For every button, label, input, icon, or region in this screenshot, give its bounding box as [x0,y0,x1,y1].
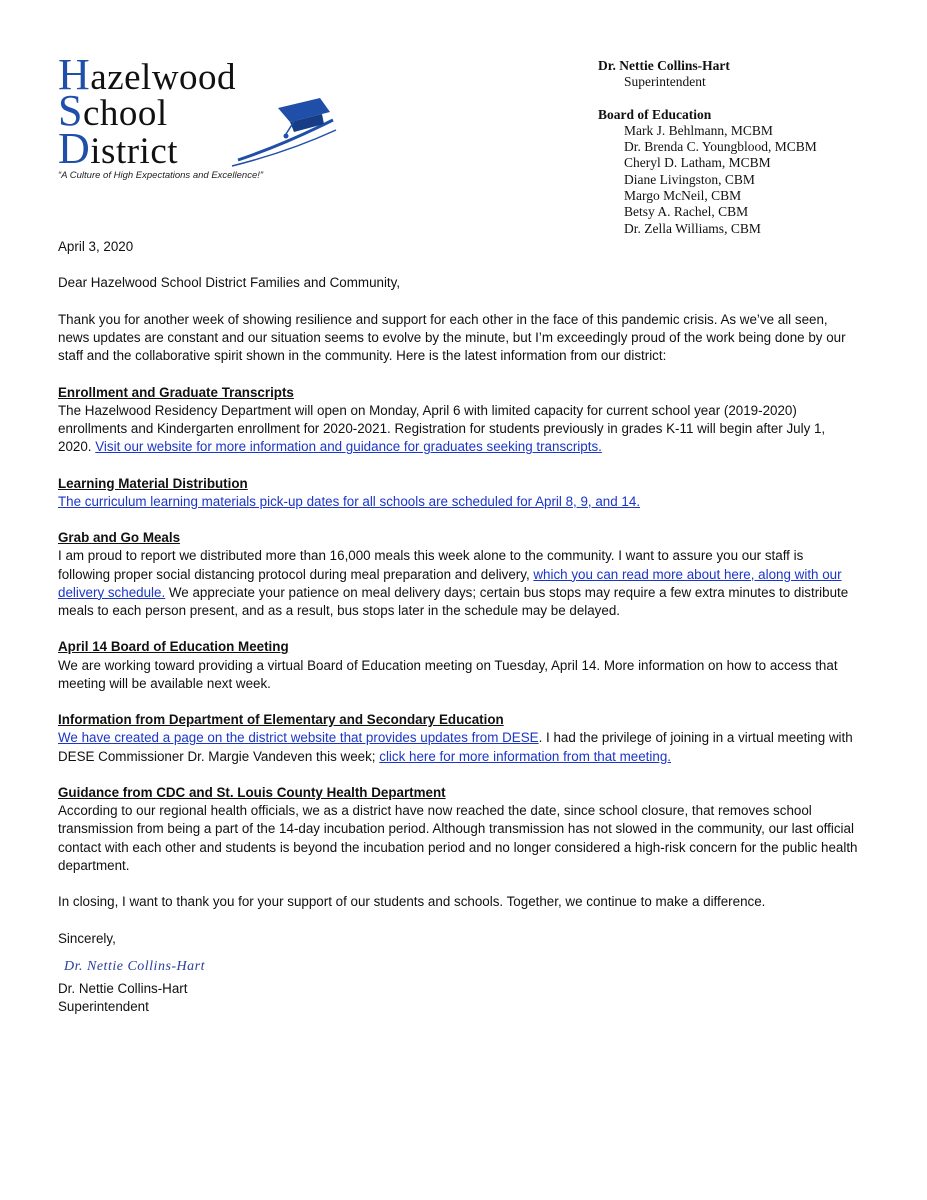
meals-section [58,529,858,620]
board-member: Cheryl D. Latham, MCBM [624,155,771,171]
dese-section [58,711,858,766]
superintendent-title: Superintendent [624,74,706,90]
sign-off: Sincerely, [58,930,116,946]
section-title-dese: Information from Department of Elementary and Secondary Education [58,712,504,728]
board-meeting-text: We are working toward providing a virtual Board of Education meeting on Tuesday, April 14. More information on how to access that meeting will be available next week. [58,657,838,691]
learning-materials-link[interactable]: The curriculum learning materials pick-up dates for all schools are scheduled for April 8, 9, and 14. [58,493,641,509]
section-title-enrollment: Enrollment and Graduate Transcripts [58,384,294,400]
handwritten-signature: Dr. Nettie Collins-Hart [64,958,206,974]
section-title-board-meeting: April 14 Board of Education Meeting [58,639,289,655]
logo-tagline: “A Culture of High Expectations and Excellence!” [58,170,264,181]
board-member: Dr. Zella Williams, CBM [624,220,761,236]
signer-title: Superintendent [58,999,149,1015]
enrollment-section [58,384,858,457]
board-member: Betsy A. Rachel, CBM [624,204,749,220]
district-logo [58,52,318,182]
letter-body [58,238,858,1016]
meals-delivery-link[interactable]: which you can read more about here, along with our delivery schedule. [58,566,842,600]
section-title-cdc: Guidance from CDC and St. Louis County Health Department [58,784,446,800]
board-member: Margo McNeil, CBM [624,188,742,204]
salutation: Dear Hazelwood School District Families and Community, [58,275,401,291]
cdc-section [58,784,858,875]
logo-line-school: School [58,86,168,135]
board-title: Board of Education [598,106,712,122]
logo-line-hazelwood: Hazelwood [58,50,237,99]
learning-section [58,475,858,511]
meals-text: I am proud to report we distributed more than 16,000 meals this week alone to the community. I want to assure you our staff is following proper social distancing protocol during meal preparation and delivery, [58,548,804,582]
board-member: Diane Livingston, CBM [624,171,755,187]
enrollment-link[interactable]: Visit our website for more information and guidance for graduates seeking transcripts. [95,439,602,455]
section-title-learning: Learning Material Distribution [58,475,248,491]
dese-meeting-link[interactable]: click here for more information from that meeting. [379,748,671,764]
enrollment-text: The Hazelwood Residency Department will open on Monday, April 6 with limited capacity for current school year (2019-2020) enrollments and Kindergarten enrollment for 2020-2021. Registration for students previously in grades K-11 will begin after July 1, 2020. [58,402,826,455]
closing-paragraph: In closing, I want to thank you for your support of our students and schools. Together, we continue to make a difference. [58,894,766,910]
board-member: Dr. Brenda C. Youngblood, MCBM [624,139,817,155]
letterhead-officials [598,58,918,237]
graduation-cap-icon [228,90,338,170]
logo-line-district: District [58,124,179,173]
section-title-meals: Grab and Go Meals [58,530,181,546]
board-member: Mark J. Behlmann, MCBM [624,122,773,138]
letter-date: April 3, 2020 [58,239,134,254]
signature-block [58,930,858,1017]
dese-page-link[interactable]: We have created a page on the district website that provides updates from DESE [58,730,539,746]
cdc-text: According to our regional health officials, we as a district have now reached the date, since school closure, that removes school transmission from being a part of the 14-day incubation period. Although transmission has not slowed in the community, our last official contact with each other and students is beyond the incubation period and no longer considered a high-risk concern for the public health department. [58,803,858,873]
dese-text: . I had the privilege of joining in a virtual meeting with DESE Commissioner Dr. Margie Vandeven this week; [58,730,853,764]
superintendent-name: Dr. Nettie Collins-Hart [598,58,730,73]
intro-paragraph: Thank you for another week of showing resilience and support for each other in the face of this pandemic crisis. As we’ve all seen, news updates are constant and our situation seems to evolve by the minute, but I’m exceedingly proud of the work being done by our staff and the collaborative spirit shown in the community. Here is the latest information from our district: [58,311,846,364]
board-meeting-section [58,638,858,693]
signer-name: Dr. Nettie Collins-Hart [58,980,188,996]
meals-text-2: We appreciate your patience on meal delivery days; certain bus stops may require a few extra minutes to distribute meals to each person present, and as a result, bus stops later in the schedule may be delayed. [58,584,849,618]
